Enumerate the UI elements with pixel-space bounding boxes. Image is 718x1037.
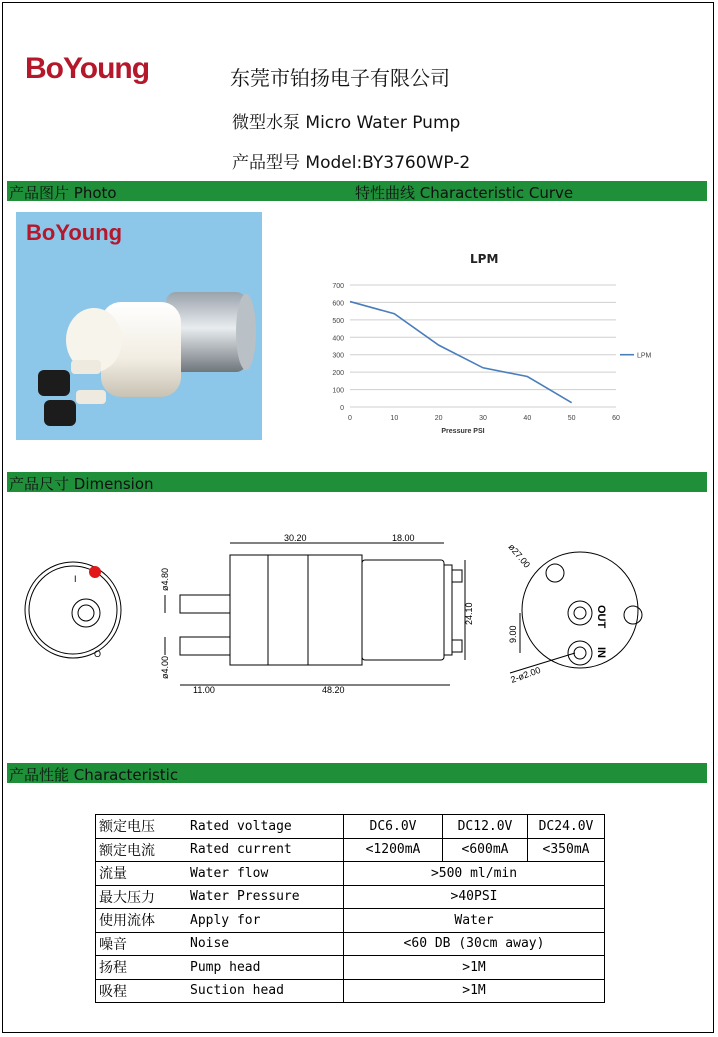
chart-y-tick-label: 300 — [332, 352, 344, 360]
port-out-label: OUT — [595, 605, 607, 629]
spec-label-en: Apply for — [182, 909, 344, 933]
spec-label-cn: 额定电压 — [96, 815, 183, 839]
chart-x-tick-label: 50 — [567, 415, 576, 422]
dim-phi-27-00: ø27.00 — [506, 541, 533, 570]
spec-label-en: Rated current — [182, 838, 344, 862]
chart-y-tick-label: 700 — [332, 283, 344, 290]
spec-value: >500 ml/min — [344, 862, 605, 886]
chart-x-tick-label: 30 — [479, 415, 487, 422]
spec-value: >40PSI — [344, 885, 605, 909]
spec-value: <60 DB (30cm away) — [344, 932, 605, 956]
spec-label-en: Water Pressure — [182, 885, 344, 909]
spec-label-en: Suction head — [182, 979, 344, 1003]
table-row — [96, 838, 605, 862]
brand-logo: BoYoung — [25, 52, 150, 85]
spec-value: >1M — [344, 956, 605, 980]
section-bar-dimension — [7, 472, 707, 492]
spec-label-cn: 噪音 — [96, 932, 183, 956]
table-row — [96, 909, 605, 933]
spec-value: <1200mA — [344, 838, 443, 862]
characteristic-chart — [320, 275, 660, 455]
dim-2-phi-2-00: 2-ø2.00 — [509, 664, 542, 685]
dim-phi-4-00: ø4.00 — [160, 655, 170, 679]
spec-value: DC12.0V — [443, 815, 528, 839]
dim-30-20: 30.20 — [284, 533, 307, 543]
chart-x-tick-label: 40 — [523, 415, 532, 422]
chart-y-tick-label: 200 — [332, 370, 344, 378]
table-row — [96, 815, 605, 839]
chart-x-tick-label: 10 — [390, 415, 399, 422]
section-dimension-label: 产品尺寸 Dimension — [9, 475, 154, 493]
chart-y-tick-label: 400 — [332, 335, 344, 343]
spec-label-en: Pump head — [182, 956, 344, 980]
section-bar-characteristic — [7, 763, 707, 783]
chart-x-tick-label: 0 — [348, 415, 352, 422]
dim-18-00: 18.00 — [392, 533, 415, 543]
product-subtitle: 微型水泵 Micro Water Pump — [232, 113, 461, 133]
chart-series-line — [350, 302, 572, 403]
chart-x-tick-label: 60 — [612, 415, 620, 422]
dim-11-00: 11.00 — [193, 685, 215, 695]
spec-label-cn: 扬程 — [96, 956, 183, 980]
spec-value: Water — [344, 909, 605, 933]
table-row — [96, 979, 605, 1003]
table-row — [96, 932, 605, 956]
chart-y-tick-label: 100 — [332, 387, 344, 395]
product-model: 产品型号 Model:BY3760WP-2 — [232, 153, 471, 173]
spec-label-cn: 流量 — [96, 862, 183, 886]
chart-y-tick-label: 600 — [332, 300, 344, 308]
spec-label-en: Noise — [182, 932, 344, 956]
section-bar-photo-curve — [7, 181, 707, 201]
section-characteristic-label: 产品性能 Characteristic — [9, 766, 179, 784]
dim-phi-4-80: ø4.80 — [160, 567, 170, 591]
dim-mark-i: I — [74, 574, 77, 584]
section-photo-label: 产品图片 Photo — [9, 184, 117, 202]
spec-label-en: Water flow — [182, 862, 344, 886]
spec-label-cn: 额定电流 — [96, 838, 183, 862]
dim-24-10: 24.10 — [464, 602, 474, 625]
spec-value: <350mA — [528, 838, 605, 862]
product-photo — [16, 212, 262, 440]
port-in-label: IN — [595, 647, 607, 658]
dim-48-20: 48.20 — [322, 685, 345, 695]
spec-value: <600mA — [443, 838, 528, 862]
spec-value: DC6.0V — [344, 815, 443, 839]
dimension-drawing — [0, 525, 718, 705]
company-name: 东莞市铂扬电子有限公司 — [230, 66, 450, 90]
table-row — [96, 885, 605, 909]
chart-title: LPM — [470, 252, 499, 266]
chart-y-tick-label: 500 — [332, 317, 344, 325]
chart-legend-label: LPM — [637, 352, 652, 360]
section-curve-label: 特性曲线 Characteristic Curve — [355, 184, 574, 202]
spec-label-en: Rated voltage — [182, 815, 344, 839]
pump-illustration — [16, 212, 262, 440]
table-row — [96, 862, 605, 886]
chart-y-tick-label: 0 — [340, 405, 344, 412]
spec-label-cn: 使用流体 — [96, 909, 183, 933]
photo-logo: BoYoung — [26, 220, 123, 245]
spec-value: DC24.0V — [528, 815, 605, 839]
chart-x-axis-label: Pressure PSI — [441, 428, 485, 435]
spec-label-cn: 最大压力 — [96, 885, 183, 909]
table-row — [96, 956, 605, 980]
dim-mark-o: O — [94, 649, 102, 659]
spec-table — [95, 814, 605, 1003]
spec-value: >1M — [344, 979, 605, 1003]
dim-9-00: 9.00 — [508, 625, 518, 643]
chart-x-tick-label: 20 — [434, 415, 443, 422]
spec-label-cn: 吸程 — [96, 979, 183, 1003]
